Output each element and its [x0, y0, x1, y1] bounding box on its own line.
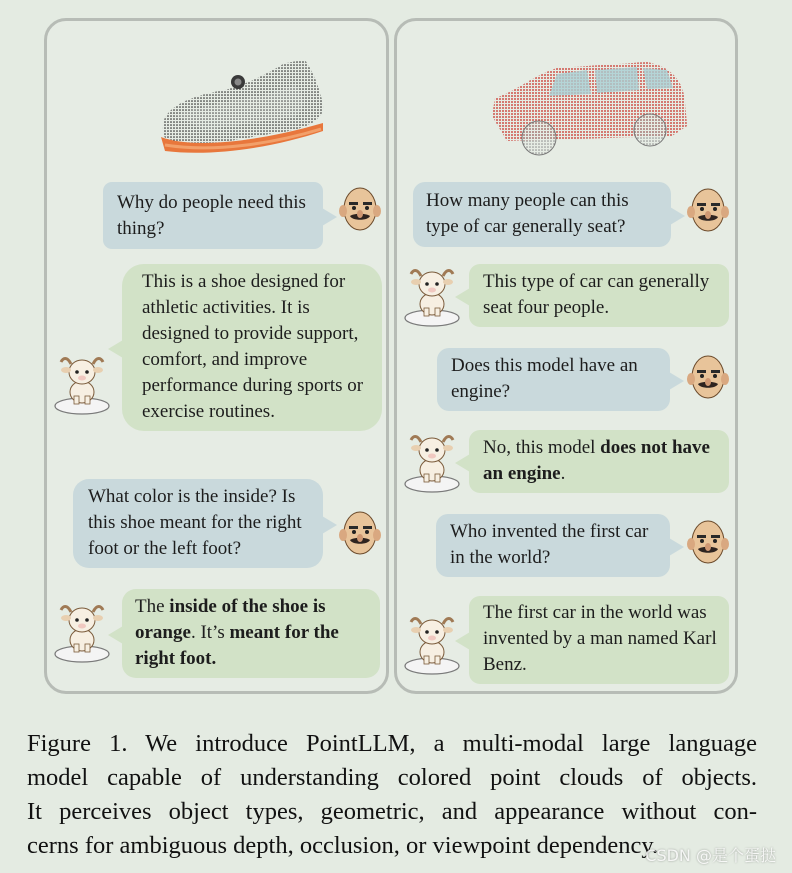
goat-avatar-icon: [401, 428, 463, 494]
goat-avatar-icon: [51, 598, 113, 664]
human-avatar-icon: [336, 507, 384, 561]
right-user-message-3: [436, 514, 670, 577]
goat-avatar-icon: [51, 350, 113, 416]
bubble-tail: [322, 516, 337, 534]
left-user-message-2-text: What color is the inside? Is this shoe meant for the right foot or the left foot?: [88, 486, 302, 559]
human-avatar-icon: [684, 516, 732, 570]
shoe-point-cloud-image: [155, 55, 330, 160]
bubble-tail: [670, 207, 685, 225]
left-bot-message-1: [122, 264, 382, 431]
left-bot-message-2-text: The inside of the shoe is orange. It’s meant for the right foot.: [135, 596, 339, 669]
caption-line: cerns for ambiguous depth, occlusion, or viewpoint dependency.: [27, 832, 659, 859]
right-user-message-2: [437, 348, 670, 411]
right-bot-message-2-text: No, this model does not have an engine.: [483, 437, 710, 484]
csdn-watermark: CSDN @是个蛋挞: [645, 846, 776, 865]
goat-avatar-icon: [401, 262, 463, 328]
right-user-message-2-text: Does this model have an engine?: [451, 355, 638, 402]
right-user-message-1: [413, 182, 671, 247]
right-bot-message-2: [469, 430, 729, 493]
human-avatar-icon: [336, 183, 384, 237]
left-user-message-1-text: Why do people need this thing?: [117, 192, 306, 239]
left-user-message-2: [73, 479, 323, 568]
right-user-message-3-text: Who invented the first car in the world?: [450, 521, 649, 568]
right-bot-message-1: [469, 264, 729, 327]
caption-line: Figure 1. We introduce PointLLM, a multi-modal large language: [27, 730, 757, 757]
right-bot-message-1-text: This type of car can generally seat four people.: [483, 271, 710, 318]
right-bot-message-3: [469, 596, 729, 684]
bubble-tail: [322, 208, 337, 226]
bubble-tail: [669, 538, 684, 556]
left-bot-message-2: [122, 589, 380, 678]
left-user-message-1: [103, 182, 323, 249]
right-user-message-1-text: How many people can this type of car generally seat?: [426, 190, 629, 237]
human-avatar-icon: [684, 351, 732, 405]
right-bot-message-3-text: The first car in the world was invented by a man named Karl Benz.: [483, 602, 717, 675]
left-bot-message-1-text: This is a shoe designed for athletic activities. It is designed to provide support, comfort, and improve performance during sports or exercise routines.: [142, 271, 364, 422]
car-point-cloud-image: [487, 56, 692, 164]
human-avatar-icon: [684, 184, 732, 238]
caption-line: model capable of understanding colored point clouds of objects.: [27, 764, 757, 791]
bubble-tail: [669, 372, 684, 390]
goat-avatar-icon: [401, 610, 463, 676]
caption-line: It perceives object types, geometric, and appearance without con-: [27, 798, 757, 825]
